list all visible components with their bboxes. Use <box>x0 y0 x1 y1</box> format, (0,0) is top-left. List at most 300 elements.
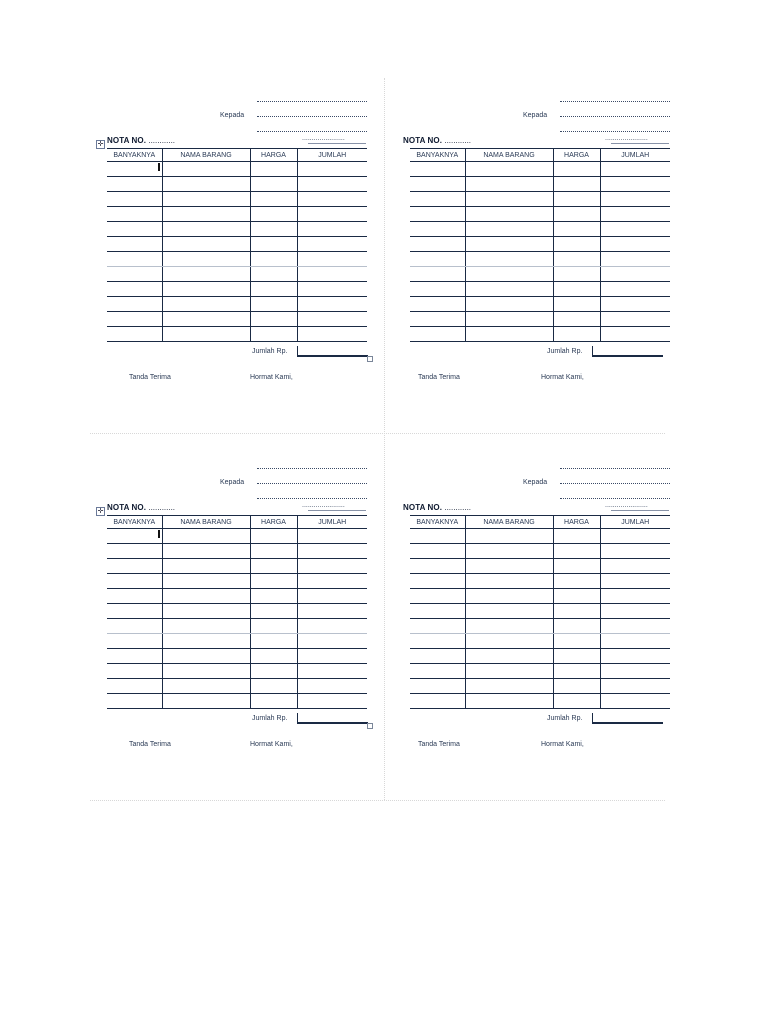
table-cell[interactable] <box>553 574 600 589</box>
jumlah-total-field[interactable] <box>592 713 663 724</box>
table-row <box>107 237 367 252</box>
header-nama-barang: NAMA BARANG <box>465 516 553 529</box>
table-cell[interactable] <box>410 297 465 312</box>
table-header-row <box>410 516 670 529</box>
table-row <box>410 694 670 709</box>
table-cell[interactable] <box>553 162 600 177</box>
table-cell[interactable] <box>250 589 297 604</box>
table-cell[interactable] <box>600 649 670 664</box>
table-cell[interactable] <box>410 679 465 694</box>
table-cell[interactable] <box>250 559 297 574</box>
table-cell[interactable] <box>250 664 297 679</box>
table-cell[interactable] <box>107 544 162 559</box>
header-nama-barang: NAMA BARANG <box>162 149 250 162</box>
table-row <box>410 237 670 252</box>
table-row <box>107 559 367 574</box>
jumlah-label: Jumlah Rp. <box>252 348 288 355</box>
table-cell[interactable] <box>107 649 162 664</box>
table-cell[interactable] <box>465 619 553 634</box>
table-cell[interactable] <box>410 544 465 559</box>
date-underline <box>611 143 669 144</box>
table-cell[interactable] <box>465 589 553 604</box>
table-cell[interactable] <box>410 619 465 634</box>
table-cell[interactable] <box>553 604 600 619</box>
vertical-divider <box>384 78 385 800</box>
table-cell[interactable] <box>600 222 670 237</box>
table-cell[interactable] <box>107 162 162 177</box>
table-cell[interactable] <box>250 604 297 619</box>
table-cell[interactable] <box>465 664 553 679</box>
address-line[interactable] <box>257 468 367 469</box>
table-cell[interactable] <box>162 237 250 252</box>
table-row <box>107 649 367 664</box>
table-row <box>107 574 367 589</box>
table-cell[interactable] <box>600 604 670 619</box>
tanda-terima-label: Tanda Terima <box>418 374 460 381</box>
table-cell[interactable] <box>553 544 600 559</box>
date-field[interactable]: ...................... <box>302 135 345 142</box>
table-cell[interactable] <box>162 192 250 207</box>
table-cell[interactable] <box>600 694 670 709</box>
table-row <box>410 529 670 544</box>
table-cell[interactable] <box>410 664 465 679</box>
nota-number-field[interactable]: ............ <box>148 136 176 145</box>
hormat-kami-label: Hormat Kami, <box>541 374 584 381</box>
header-banyaknya: BANYAKNYA <box>410 149 465 162</box>
table-cell[interactable] <box>297 177 367 192</box>
table-cell[interactable] <box>107 694 162 709</box>
header-jumlah: JUMLAH <box>600 149 670 162</box>
table-cell[interactable] <box>162 649 250 664</box>
address-line[interactable] <box>257 116 367 117</box>
table-cell[interactable] <box>410 327 465 342</box>
table-cell[interactable] <box>553 327 600 342</box>
table-cell[interactable] <box>162 267 250 282</box>
table-cell[interactable] <box>250 222 297 237</box>
table-row <box>410 192 670 207</box>
table-cell[interactable] <box>600 162 670 177</box>
table-cell[interactable] <box>250 237 297 252</box>
nota-number-field[interactable]: ............ <box>444 136 472 145</box>
table-cell[interactable] <box>107 222 162 237</box>
table-cell[interactable] <box>465 559 553 574</box>
table-cell[interactable] <box>107 312 162 327</box>
table-cell[interactable] <box>465 252 553 267</box>
table-cell[interactable] <box>553 252 600 267</box>
table-row <box>410 207 670 222</box>
table-cell[interactable] <box>410 634 465 649</box>
table-cell[interactable] <box>250 544 297 559</box>
table-cell[interactable] <box>297 574 367 589</box>
table-cell[interactable] <box>410 267 465 282</box>
table-cell[interactable] <box>107 267 162 282</box>
table-cell[interactable] <box>250 207 297 222</box>
table-cell[interactable] <box>465 604 553 619</box>
table-cell[interactable] <box>600 559 670 574</box>
header-nama-barang: NAMA BARANG <box>162 516 250 529</box>
jumlah-label: Jumlah Rp. <box>547 348 583 355</box>
address-line[interactable] <box>257 483 367 484</box>
date-underline <box>308 510 366 511</box>
table-cell[interactable] <box>553 312 600 327</box>
table-cell[interactable] <box>162 162 250 177</box>
table-cell[interactable] <box>465 694 553 709</box>
table-row <box>410 664 670 679</box>
table-row <box>107 634 367 649</box>
date-field[interactable]: ...................... <box>605 502 648 509</box>
table-cell[interactable] <box>162 604 250 619</box>
table-cell[interactable] <box>600 312 670 327</box>
table-cell[interactable] <box>107 207 162 222</box>
table-cell[interactable] <box>250 177 297 192</box>
hormat-kami-label: Hormat Kami, <box>250 741 293 748</box>
table-cell[interactable] <box>162 177 250 192</box>
table-row <box>410 252 670 267</box>
table-cell[interactable] <box>297 237 367 252</box>
move-icon[interactable]: ✛ <box>97 508 104 515</box>
table-cell[interactable] <box>162 619 250 634</box>
table-cell[interactable] <box>600 207 670 222</box>
table-row <box>410 634 670 649</box>
table-header-row <box>107 149 367 162</box>
table-cell[interactable] <box>162 529 250 544</box>
table-cell[interactable] <box>465 327 553 342</box>
table-row <box>107 267 367 282</box>
table-cell[interactable] <box>600 679 670 694</box>
table-cell[interactable] <box>250 574 297 589</box>
table-cell[interactable] <box>600 237 670 252</box>
table-cell[interactable] <box>553 267 600 282</box>
table-cell[interactable] <box>297 664 367 679</box>
table-cell[interactable] <box>410 237 465 252</box>
table-row <box>410 312 670 327</box>
table-cell[interactable] <box>297 694 367 709</box>
table-cell[interactable] <box>600 574 670 589</box>
table-cell[interactable] <box>410 589 465 604</box>
table-cell[interactable] <box>107 589 162 604</box>
table-cell[interactable] <box>553 694 600 709</box>
table-cell[interactable] <box>553 222 600 237</box>
table-row <box>410 162 670 177</box>
table-header-row <box>107 516 367 529</box>
table-cell[interactable] <box>162 252 250 267</box>
table-row <box>107 529 367 544</box>
table-cell[interactable] <box>250 529 297 544</box>
table-cell[interactable] <box>465 529 553 544</box>
nota-number-field[interactable]: ............ <box>148 503 176 512</box>
table-cell[interactable] <box>162 589 250 604</box>
table-cell[interactable] <box>107 604 162 619</box>
table-cell[interactable] <box>553 177 600 192</box>
table-cell[interactable] <box>297 544 367 559</box>
address-line[interactable] <box>257 498 367 499</box>
table-cell[interactable] <box>410 559 465 574</box>
resize-handle-icon[interactable] <box>367 723 373 729</box>
table-cell[interactable] <box>465 192 553 207</box>
header-harga: HARGA <box>250 516 297 529</box>
table-cell[interactable] <box>162 634 250 649</box>
table-cell[interactable] <box>107 297 162 312</box>
table-cell[interactable] <box>162 312 250 327</box>
table-cell[interactable] <box>553 207 600 222</box>
table-row <box>107 252 367 267</box>
resize-handle-icon[interactable] <box>367 356 373 362</box>
table-cell[interactable] <box>297 604 367 619</box>
table-row <box>410 679 670 694</box>
table-cell[interactable] <box>600 544 670 559</box>
jumlah-total-field[interactable] <box>592 346 663 357</box>
table-cell[interactable] <box>297 207 367 222</box>
table-cell[interactable] <box>162 679 250 694</box>
table-cell[interactable] <box>410 694 465 709</box>
table-cell[interactable] <box>553 634 600 649</box>
table-cell[interactable] <box>553 529 600 544</box>
table-cell[interactable] <box>553 679 600 694</box>
table-cell[interactable] <box>162 574 250 589</box>
table-cell[interactable] <box>410 252 465 267</box>
nota-form <box>90 95 380 425</box>
header-nama-barang: NAMA BARANG <box>465 149 553 162</box>
table-cell[interactable] <box>600 297 670 312</box>
table-cell[interactable] <box>465 177 553 192</box>
date-field[interactable]: ...................... <box>605 135 648 142</box>
table-header-row <box>410 149 670 162</box>
table-cell[interactable] <box>250 162 297 177</box>
table-cell[interactable] <box>250 694 297 709</box>
table-cell[interactable] <box>297 619 367 634</box>
table-cell[interactable] <box>107 237 162 252</box>
table-cell[interactable] <box>107 192 162 207</box>
table-cell[interactable] <box>250 679 297 694</box>
table-cell[interactable] <box>107 619 162 634</box>
horizontal-divider-bottom <box>90 800 665 801</box>
table-cell[interactable] <box>600 619 670 634</box>
table-cell[interactable] <box>553 282 600 297</box>
table-cell[interactable] <box>600 327 670 342</box>
table-row <box>107 177 367 192</box>
table-cell[interactable] <box>107 327 162 342</box>
table-cell[interactable] <box>465 207 553 222</box>
table-cell[interactable] <box>162 207 250 222</box>
address-line[interactable] <box>560 101 670 102</box>
table-row <box>107 282 367 297</box>
kepada-label: Kepada <box>523 479 548 486</box>
table-cell[interactable] <box>600 664 670 679</box>
nota-form <box>90 462 380 792</box>
table-cell[interactable] <box>465 649 553 664</box>
table-cell[interactable] <box>107 177 162 192</box>
table-cell[interactable] <box>250 619 297 634</box>
table-cell[interactable] <box>297 649 367 664</box>
items-table <box>410 148 670 342</box>
table-cell[interactable] <box>107 679 162 694</box>
table-cell[interactable] <box>107 529 162 544</box>
table-row <box>107 312 367 327</box>
table-cell[interactable] <box>107 574 162 589</box>
jumlah-label: Jumlah Rp. <box>252 715 288 722</box>
table-cell[interactable] <box>107 634 162 649</box>
table-cell[interactable] <box>600 589 670 604</box>
table-cell[interactable] <box>162 282 250 297</box>
table-cell[interactable] <box>250 649 297 664</box>
table-cell[interactable] <box>465 237 553 252</box>
table-cell[interactable] <box>162 327 250 342</box>
table-cell[interactable] <box>297 327 367 342</box>
table-cell[interactable] <box>297 312 367 327</box>
table-cell[interactable] <box>465 222 553 237</box>
hormat-kami-label: Hormat Kami, <box>250 374 293 381</box>
table-cell[interactable] <box>465 267 553 282</box>
table-row <box>107 619 367 634</box>
table-cell[interactable] <box>465 544 553 559</box>
jumlah-label: Jumlah Rp. <box>547 715 583 722</box>
header-banyaknya: BANYAKNYA <box>107 149 162 162</box>
table-row <box>107 192 367 207</box>
table-cell[interactable] <box>297 634 367 649</box>
table-cell[interactable] <box>465 574 553 589</box>
table-row <box>410 297 670 312</box>
table-cell[interactable] <box>297 297 367 312</box>
nota-label: NOTA NO. <box>107 136 147 145</box>
table-cell[interactable] <box>297 589 367 604</box>
table-cell[interactable] <box>600 529 670 544</box>
nota-form <box>393 462 683 792</box>
table-cell[interactable] <box>297 192 367 207</box>
jumlah-total-field[interactable] <box>297 346 368 357</box>
table-cell[interactable] <box>297 529 367 544</box>
table-cell[interactable] <box>162 297 250 312</box>
table-row <box>410 544 670 559</box>
date-underline <box>308 143 366 144</box>
nota-number-field[interactable]: ............ <box>444 503 472 512</box>
table-row <box>107 604 367 619</box>
table-cell[interactable] <box>553 589 600 604</box>
table-row <box>107 664 367 679</box>
table-cell[interactable] <box>410 312 465 327</box>
table-row <box>410 604 670 619</box>
table-cell[interactable] <box>162 694 250 709</box>
table-cell[interactable] <box>297 252 367 267</box>
table-cell[interactable] <box>107 559 162 574</box>
hormat-kami-label: Hormat Kami, <box>541 741 584 748</box>
address-line[interactable] <box>560 483 670 484</box>
table-cell[interactable] <box>553 559 600 574</box>
address-line[interactable] <box>560 498 670 499</box>
nota-number-heading <box>107 136 175 145</box>
table-cell[interactable] <box>410 222 465 237</box>
header-harga: HARGA <box>553 516 600 529</box>
table-cell[interactable] <box>465 312 553 327</box>
table-row <box>410 619 670 634</box>
table-cell[interactable] <box>465 297 553 312</box>
nota-label: NOTA NO. <box>107 503 147 512</box>
table-row <box>410 327 670 342</box>
table-cell[interactable] <box>410 649 465 664</box>
table-row <box>107 679 367 694</box>
jumlah-total-field[interactable] <box>297 713 368 724</box>
table-cell[interactable] <box>600 177 670 192</box>
table-cell[interactable] <box>600 252 670 267</box>
address-line[interactable] <box>560 131 670 132</box>
table-cell[interactable] <box>250 252 297 267</box>
table-cell[interactable] <box>162 544 250 559</box>
table-cell[interactable] <box>297 222 367 237</box>
table-cell[interactable] <box>107 282 162 297</box>
table-cell[interactable] <box>162 664 250 679</box>
items-table <box>107 515 367 709</box>
table-cell[interactable] <box>410 604 465 619</box>
table-row <box>107 222 367 237</box>
table-cell[interactable] <box>465 679 553 694</box>
table-cell[interactable] <box>107 252 162 267</box>
table-cell[interactable] <box>465 634 553 649</box>
table-cell[interactable] <box>250 327 297 342</box>
table-cell[interactable] <box>600 192 670 207</box>
nota-number-heading <box>403 136 471 145</box>
table-cell[interactable] <box>553 192 600 207</box>
table-cell[interactable] <box>297 559 367 574</box>
items-table <box>107 148 367 342</box>
address-line[interactable] <box>257 101 367 102</box>
table-cell[interactable] <box>297 162 367 177</box>
table-cell[interactable] <box>410 529 465 544</box>
table-cell[interactable] <box>553 237 600 252</box>
address-line[interactable] <box>257 131 367 132</box>
table-cell[interactable] <box>410 192 465 207</box>
table-cell[interactable] <box>162 559 250 574</box>
table-cell[interactable] <box>410 162 465 177</box>
table-cell[interactable] <box>410 574 465 589</box>
table-cell[interactable] <box>250 282 297 297</box>
table-cell[interactable] <box>465 282 553 297</box>
table-cell[interactable] <box>297 679 367 694</box>
table-cell[interactable] <box>600 282 670 297</box>
horizontal-divider <box>90 433 665 434</box>
address-line[interactable] <box>560 116 670 117</box>
table-cell[interactable] <box>250 192 297 207</box>
table-cell[interactable] <box>250 312 297 327</box>
address-line[interactable] <box>560 468 670 469</box>
table-cell[interactable] <box>553 297 600 312</box>
table-cell[interactable] <box>410 177 465 192</box>
move-icon[interactable]: ✛ <box>97 141 104 148</box>
tanda-terima-label: Tanda Terima <box>418 741 460 748</box>
table-cell[interactable] <box>250 634 297 649</box>
table-row <box>107 589 367 604</box>
header-banyaknya: BANYAKNYA <box>410 516 465 529</box>
table-cell[interactable] <box>600 267 670 282</box>
tanda-terima-label: Tanda Terima <box>129 374 171 381</box>
table-row <box>410 649 670 664</box>
table-cell[interactable] <box>297 282 367 297</box>
table-cell[interactable] <box>465 162 553 177</box>
table-cell[interactable] <box>553 619 600 634</box>
table-cell[interactable] <box>297 267 367 282</box>
table-cell[interactable] <box>553 649 600 664</box>
table-cell[interactable] <box>250 267 297 282</box>
table-cell[interactable] <box>600 634 670 649</box>
table-cell[interactable] <box>410 207 465 222</box>
table-cell[interactable] <box>553 664 600 679</box>
table-cell[interactable] <box>250 297 297 312</box>
table-cell[interactable] <box>410 282 465 297</box>
table-cell[interactable] <box>107 664 162 679</box>
kepada-label: Kepada <box>523 112 548 119</box>
items-table <box>410 515 670 709</box>
table-row <box>107 162 367 177</box>
table-cell[interactable] <box>162 222 250 237</box>
date-field[interactable]: ...................... <box>302 502 345 509</box>
